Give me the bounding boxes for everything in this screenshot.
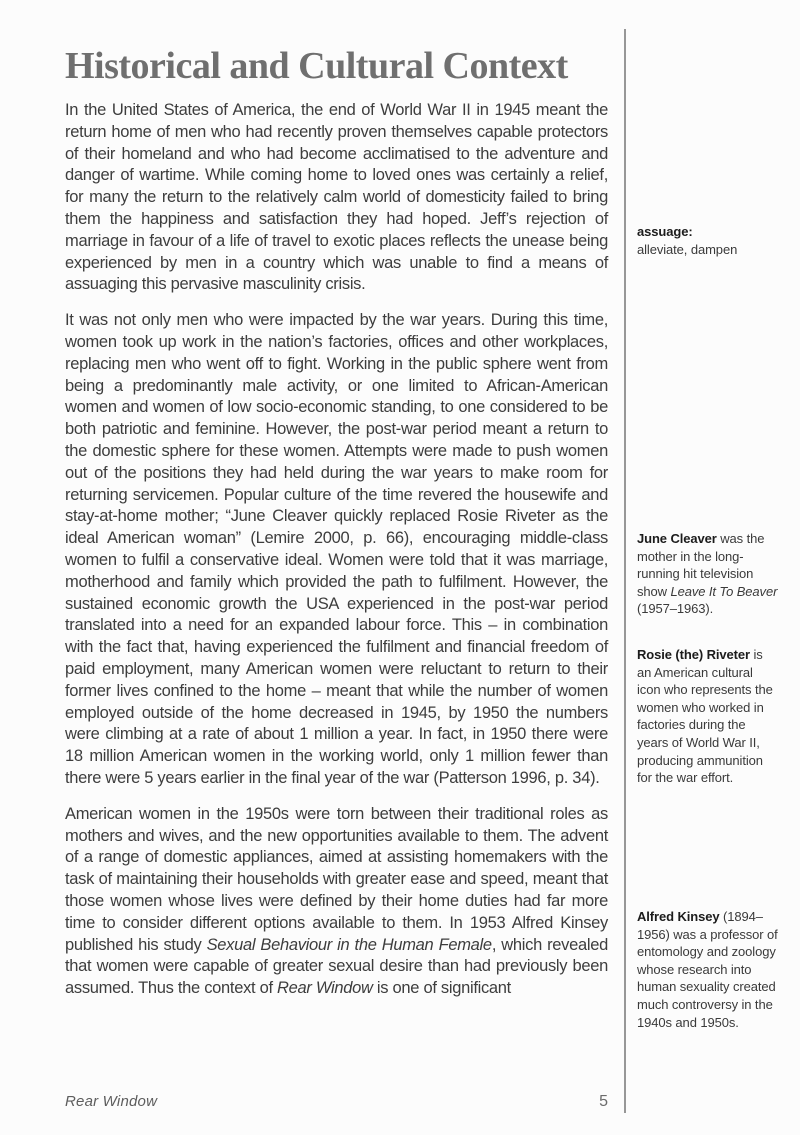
footer-book-title: Rear Window (65, 1093, 158, 1110)
margin-note-assuage: assuage: alleviate, dampen (637, 224, 738, 257)
margin-note-rosie-riveter: Rosie (the) Riveter is an American cultural icon who represents the women who worked in factories during the years of World War II, producing ammunition for the war effort. (637, 647, 777, 786)
body-paragraph-women-1950s: American women in the 1950s were torn between their traditional roles as mothers and wives, and the new opportunities available to them. The advent of a range of domestic appliances, aimed at assisting homemakers with the task of maintaining their households with greater ease and speed, meant that those women whose lives were defined by their home duties had far more time to consider different options available to them. In 1953 Alfred Kinsey published his study Sexual Behaviour in the Human Female, which revealed that women were capable of greater sexual desire than had previously been assumed. Thus the context of Rear Window is one of significant (65, 804, 613, 998)
page-title: Historical and Cultural Context (65, 45, 568, 87)
body-paragraph-postwar-men: In the United States of America, the end of World War II in 1945 meant the return home of men who had recently proven themselves capable protectors of their homeland and who had become acclimatised to the adventure and danger of wartime. While coming home to loved ones was certainly a relief, for many the return to the relatively calm world of domesticity failed to bring them the happiness and satisfaction they had hoped. Jeff’s rejection of marriage in favour of a life of travel to exotic places reflects the unease being experienced by men in a country which was unable to find a means of assuaging this pervasive masculinity crisis. (65, 101, 613, 294)
main-text-column (65, 45, 613, 1014)
margin-divider-rule (624, 29, 626, 1113)
footer-page-number: 5 (599, 1093, 608, 1110)
margin-note-june-cleaver: June Cleaver was the mother in the long-running hit television show Leave It To Beaver (1957–1963). (637, 531, 781, 617)
page-footer (65, 1093, 608, 1111)
body-paragraph-women-war-years: It was not only men who were impacted by the war years. During this time, women took up work in the nation’s factories, offices and other workplaces, replacing men who went off to fight. Working in the public sphere went from being a predominantly male activity, or one limited to African-American women and women of low socio-economic standing, to one considered to be both patriotic and feminine. However, the post-war period meant a return to the domestic sphere for these women. Attempts were made to push women out of the positions they had held during the war years to make room for returning servicemen. Popular culture of the time revered the housewife and stay-at-home mother; “June Cleaver quickly replaced Rosie Riveter as the ideal American woman” (Lemire 2000, p. 66), encouraging middle-class women to fulfil a conservative ideal. Women were told that it was marriage, motherhood and family which provided the path to fulfilment. However, the sustained economic growth the USA experienced in the post-war period translated into a need for an expanded labour force. This – in combination with the fact that, having experienced the fulfilment and financial freedom of paid employment, many American women were reluctant to return to their former lives confined to the home – meant that while the number of women employed outside of the home decreased in 1945, by 1950 the numbers were climbing at a rate of about 1 million a year. In fact, in 1950 there were 18 million American women in the working world, only 1 million fewer than there were 5 years earlier in the final year of the war (Patterson 1996, p. 34). (65, 311, 613, 787)
margin-note-alfred-kinsey: Alfred Kinsey (1894–1956) was a professor of entomology and zoology whose research into human sexuality created much controversy in the 1940s and 1950s. (637, 909, 782, 1030)
